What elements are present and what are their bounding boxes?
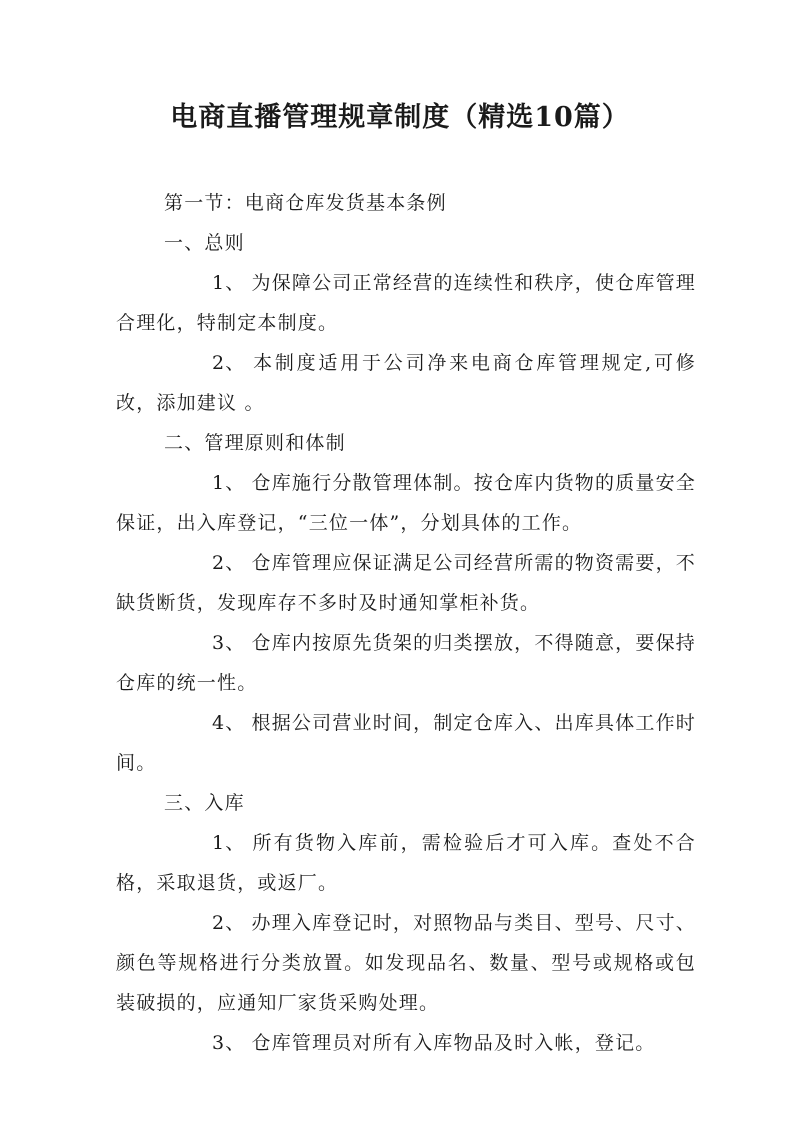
paragraph [116,543,696,623]
item-text: 为保障公司正常经营的连续性和秩序，使仓库管理合理化，特制定本制度。 [116,272,696,334]
paragraph [116,703,696,783]
item-text: 本制度适用于公司净来电商仓库管理规定,可修改，添加建议 。 [116,352,696,414]
item-text: 仓库施行分散管理体制。按仓库内货物的质量安全保证，出入库登记，“三位一体”，分划具体的工作。 [116,472,696,534]
item-text: 仓库管理应保证满足公司经营所需的物资需要，不缺货断货，发现库存不多时及时通知掌柜补货。 [116,552,696,614]
paragraph [116,903,696,1023]
item-number: 1、 [212,472,246,494]
item-text: 所有货物入库前，需检验后才可入库。查处不合格，采取退货，或返厂。 [116,832,696,894]
item-text: 仓库内按原先货架的归类摆放，不得随意，要保持仓库的统一性。 [116,632,696,694]
chapter-heading: 三、入库 [164,792,245,814]
item-number: 2、 [212,552,246,574]
chapter-heading: 一、总则 [164,232,245,254]
section-heading: 第一节：电商仓库发货基本条例 [164,192,447,214]
item-number: 2、 [212,352,246,374]
document-title: 电商直播管理规章制度（精选10篇） [170,102,630,133]
paragraph [116,823,696,903]
chapter-heading: 二、管理原则和体制 [164,432,346,454]
item-number: 3、 [212,632,246,654]
item-number: 4、 [212,712,246,734]
document-body [116,183,696,1063]
item-text: 仓库管理员对所有入库物品及时入帐，登记。 [251,1032,656,1054]
paragraph [116,463,696,543]
paragraph [116,623,696,703]
paragraph [116,263,696,343]
item-text: 办理入库登记时，对照物品与类目、型号、尺寸、颜色等规格进行分类放置。如发现品名、数量、型号或规格或包装破损的，应通知厂家货采购处理。 [116,912,696,1014]
paragraph [116,1023,696,1063]
item-text: 根据公司营业时间，制定仓库入、出库具体工作时间。 [116,712,696,774]
item-number: 3、 [212,1032,246,1054]
item-number: 1、 [212,832,246,854]
paragraph [116,343,696,423]
item-number: 1、 [212,272,246,294]
item-number: 2、 [212,912,246,934]
